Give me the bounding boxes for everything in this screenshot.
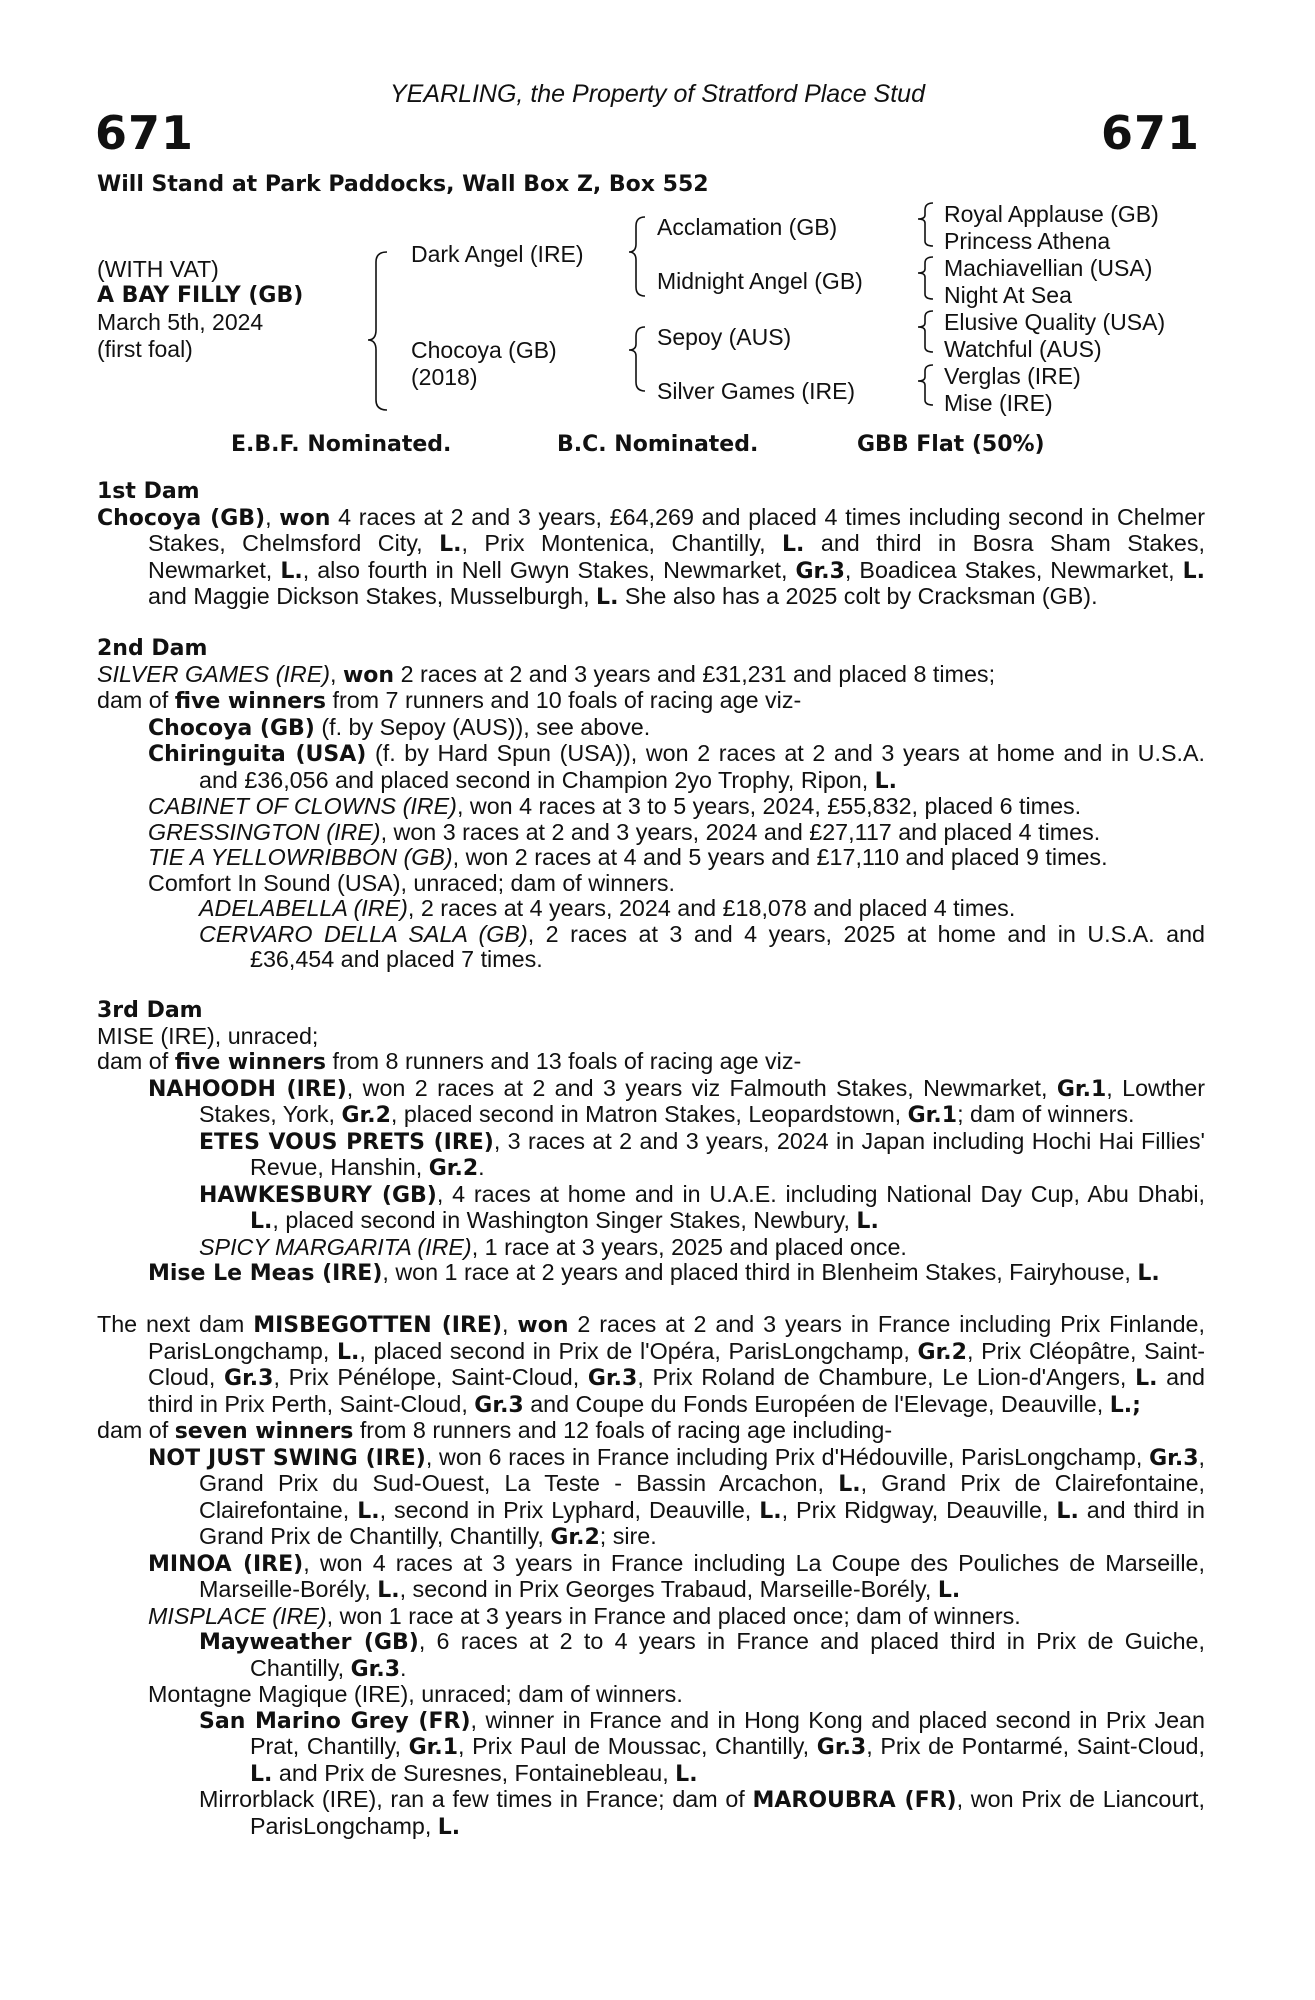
produce-subitem: Mayweather (GB), 6 races at 2 to 4 years in France and placed third in Prix de Guiche, Chantilly, Gr.3. — [199, 1628, 1205, 1682]
produce-subitem: HAWKESBURY (GB), 4 races at home and in U.A.E. including National Day Cup, Abu Dhabi, L., placed second in Washington Singer Stakes, Newbury, L. — [199, 1180, 1205, 1234]
g3-2: Princess Athena — [944, 228, 1111, 254]
produce-item: NAHOODH (IRE), won 2 races at 2 and 3 years viz Falmouth Stakes, Newmarket, Gr.1, Lowther Stakes, York, Gr.2, placed second in Matron Stakes, Leopardstown, Gr.1; dam of winners. — [148, 1074, 1206, 1128]
produce-item: GRESSINGTON (IRE), won 3 races at 2 and 3 years, 2024 and £27,117 and placed 4 times. — [148, 818, 1101, 845]
page-subtitle: YEARLING, the Property of Stratford Place Stud — [390, 80, 925, 108]
g3-3: Machiavellian (USA) — [944, 255, 1153, 281]
produce-item: MISPLACE (IRE), won 1 race at 3 years in France and placed once; dam of winners. — [148, 1602, 1021, 1629]
g3-7: Verglas (IRE) — [944, 363, 1081, 389]
produce-subitem: ETES VOUS PRETS (IRE), 3 races at 2 and 3 years, 2024 in Japan including Hochi Hai Fillies' Revue, Hanshin, Gr.2. — [199, 1127, 1205, 1181]
first-dam-paragraph: Chocoya (GB), won 4 races at 2 and 3 years, £64,269 and placed 4 times including second in Chelmer Stakes, Chelmsford City, L., Prix Montenica, Chantilly, L. and third in Bosra Sham Stakes, Newmarket, L., also fourth in Nell Gwyn Stakes, Newmarket, Gr.3, Boadicea Stakes, Newmarket, L. and Maggie Dickson Stakes, Musselburgh, L. She also has a 2025 colt by Cracksman (GB). — [97, 503, 1206, 610]
g3-5: Elusive Quality (USA) — [944, 309, 1166, 335]
produce-item: CABINET OF CLOWNS (IRE), won 4 races at 3 to 5 years, 2024, £55,832, placed 6 times. — [148, 793, 1082, 819]
dam-sire: Sepoy (AUS) — [657, 324, 792, 350]
produce-item: Chocoya (GB) (f. by Sepoy (AUS)), see above. — [148, 713, 651, 741]
g3-1: Royal Applause (GB) — [944, 201, 1159, 227]
sire-dam: Midnight Angel (GB) — [657, 268, 863, 294]
g3-4: Night At Sea — [944, 282, 1072, 308]
third-dam-heading: 3rd Dam — [97, 998, 203, 1023]
gbb-flat: GBB Flat (50%) — [857, 432, 1045, 457]
bracket-ss — [918, 203, 933, 246]
next-dam-paragraph: The next dam MISBEGOTTEN (IRE), won 2 races at 2 and 3 years in France including Prix Finlande, ParisLongchamp, L., placed second in Prix de l'Opéra, ParisLongchamp, Gr.2, Prix Cléopâtre, Saint-Cloud, Gr.3, Prix Pénélope, Saint-Cloud, Gr.3, Prix Roland de Chambure, Le Lion-d'Angers, L. and third in Prix Perth, Saint-Cloud, Gr.3 and Coupe du Fonds Européen de l'Elevage, Deauville, L.; — [97, 1311, 1205, 1418]
ebf-nomination: E.B.F. Nominated. — [231, 432, 452, 457]
bracket-dd — [918, 365, 933, 405]
sire-name: Dark Angel (IRE) — [411, 241, 584, 267]
foaling-date: March 5th, 2024 — [97, 309, 264, 335]
horse-name: A BAY FILLY (GB) — [97, 283, 304, 308]
produce-item: Mise Le Meas (IRE), won 1 race at 2 years and placed third in Blenheim Stakes, Fairyhouse, L. — [148, 1259, 1160, 1286]
produce-subitem: Mirrorblack (IRE), ran a few times in France; dam of MAROUBRA (FR), won Prix de Liancourt, ParisLongchamp, L. — [199, 1786, 1205, 1840]
dam-year: (2018) — [411, 364, 478, 390]
bracket-sd — [918, 257, 933, 299]
second-dam-line: SILVER GAMES (IRE), won 2 races at 2 and 3 years and £31,231 and placed 8 times; — [97, 660, 996, 688]
foal-note: (first foal) — [97, 336, 193, 362]
bc-nomination: B.C. Nominated. — [557, 432, 759, 457]
produce-subitem: ADELABELLA (IRE), 2 races at 4 years, 2024 and £18,078 and placed 4 times. — [199, 895, 1016, 921]
dam-name: Chocoya (GB) — [411, 337, 557, 363]
produce-item: MINOA (IRE), won 4 races at 3 years in France including La Coupe des Pouliches de Marseille, Marseille-Borély, L., second in Prix Georges Trabaud, Marseille-Borély, L. — [148, 1549, 1205, 1603]
produce-subitem: San Marino Grey (FR), winner in France and in Hong Kong and placed second in Prix Jean Prat, Chantilly, Gr.1, Prix Paul de Moussac, Chantilly, Gr.3, Prix de Pontarmé, Saint-Cloud, L. and Prix de Suresnes, Fontainebleau, L. — [199, 1706, 1206, 1787]
second-dam-heading: 2nd Dam — [97, 636, 208, 661]
third-dam-line: MISE (IRE), unraced; — [97, 1022, 319, 1049]
third-dam-produce-intro: dam of five winners from 8 runners and 13 foals of racing age viz- — [97, 1048, 802, 1075]
dam-dam: Silver Games (IRE) — [657, 378, 856, 404]
g3-6: Watchful (AUS) — [944, 336, 1102, 362]
g3-8: Mise (IRE) — [944, 390, 1053, 416]
bracket-ds — [918, 311, 933, 352]
produce-item: Montagne Magique (IRE), unraced; dam of winners. — [148, 1681, 683, 1707]
sire-sire: Acclamation (GB) — [657, 214, 838, 240]
first-dam-heading: 1st Dam — [97, 479, 200, 504]
bracket-dam — [629, 327, 645, 391]
lot-number-left: 671 — [95, 106, 195, 160]
produce-item: TIE A YELLOWRIBBON (GB), won 2 races at 4 and 5 years and £17,110 and placed 9 times. — [148, 844, 1108, 870]
produce-subitem: CERVARO DELLA SALA (GB), 2 races at 3 and 4 years, 2025 at home and in U.S.A. and £36,454 and placed 7 times. — [199, 920, 1205, 972]
next-dam-produce-intro: dam of seven winners from 8 runners and 12 foals of racing age including- — [97, 1417, 893, 1444]
produce-item: Chiringuita (USA) (f. by Hard Spun (USA)), won 2 races at 2 and 3 years at home and in U.S.A. and £36,056 and placed second in Champion 2yo Trophy, Ripon, L. — [148, 740, 1205, 794]
stand-location: Will Stand at Park Paddocks, Wall Box Z, Box 552 — [97, 172, 709, 197]
bracket-main — [368, 252, 387, 410]
produce-item: NOT JUST SWING (IRE), won 6 races in France including Prix d'Hédouville, ParisLongchamp, Gr.3, Grand Prix du Sud-Ouest, La Teste - Bassin Arcachon, L., Grand Prix de Clairefontaine, Clairefontaine, L., second in Prix Lyphard, Deauville, L., Prix Ridgway, Deauville, L. and third in Grand Prix de Chantilly, Chantilly, Gr.2; sire. — [148, 1443, 1206, 1550]
bracket-sire — [629, 217, 645, 296]
produce-subitem: SPICY MARGARITA (IRE), 1 race at 3 years, 2025 and placed once. — [199, 1233, 907, 1260]
vat-label: (WITH VAT) — [97, 256, 219, 282]
lot-number-right: 671 — [1100, 106, 1200, 160]
second-dam-produce-intro: dam of five winners from 7 runners and 10 foals of racing age viz- — [97, 687, 802, 714]
produce-item: Comfort In Sound (USA), unraced; dam of winners. — [148, 869, 676, 896]
pedigree-body — [97, 479, 1205, 1840]
